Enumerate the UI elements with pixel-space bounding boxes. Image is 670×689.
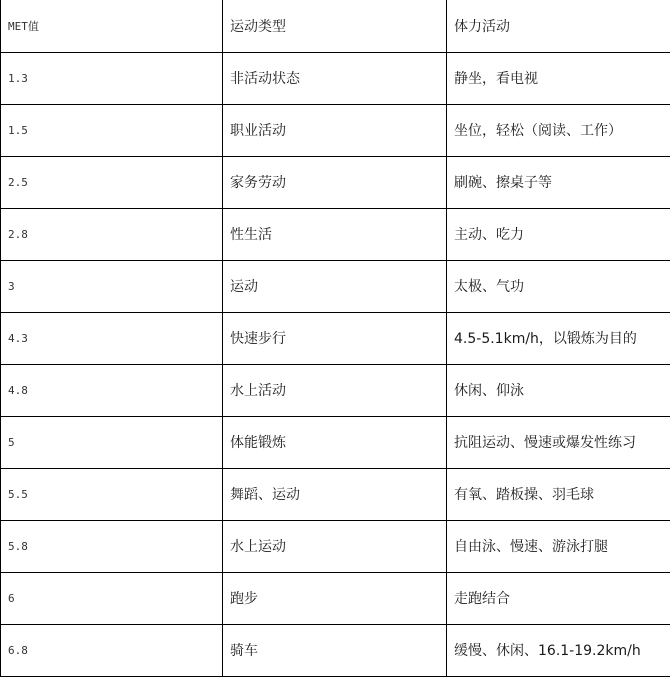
met-value: 5 — [8, 436, 15, 449]
cell-activity: 坐位，轻松（阅读、工作） — [447, 104, 670, 156]
cell-type: 家务劳动 — [223, 156, 447, 208]
cell-type: 非活动状态 — [223, 52, 447, 104]
cell-met — [1, 312, 223, 364]
cell-met — [1, 208, 223, 260]
met-value: 4.8 — [8, 384, 28, 397]
cell-type: 跑步 — [223, 572, 447, 624]
cell-activity: 4.5-5.1km/h，以锻炼为目的 — [447, 312, 670, 364]
cell-type: 骑车 — [223, 624, 447, 676]
cell-activity: 抗阻运动、慢速或爆发性练习 — [447, 416, 670, 468]
cell-type: 水上运动 — [223, 520, 447, 572]
header-type: 运动类型 — [223, 0, 447, 52]
met-value: 2.5 — [8, 176, 28, 189]
cell-type: 职业活动 — [223, 104, 447, 156]
cell-met — [1, 364, 223, 416]
cell-type: 快速步行 — [223, 312, 447, 364]
met-value: 6 — [8, 592, 15, 605]
cell-activity: 有氧、踏板操、羽毛球 — [447, 468, 670, 520]
cell-activity: 刷碗、擦桌子等 — [447, 156, 670, 208]
cell-activity: 休闲、仰泳 — [447, 364, 670, 416]
table-row — [1, 364, 670, 416]
cell-met — [1, 156, 223, 208]
cell-met — [1, 624, 223, 676]
table-row — [1, 624, 670, 676]
met-value: 6.8 — [8, 644, 28, 657]
header-met — [1, 0, 223, 52]
cell-activity: 主动、吃力 — [447, 208, 670, 260]
cell-met — [1, 52, 223, 104]
cell-type: 水上活动 — [223, 364, 447, 416]
met-value: 5.8 — [8, 540, 28, 553]
table-row — [1, 416, 670, 468]
table-row — [1, 156, 670, 208]
cell-activity: 静坐，看电视 — [447, 52, 670, 104]
table-row — [1, 312, 670, 364]
cell-type: 性生活 — [223, 208, 447, 260]
cell-met — [1, 572, 223, 624]
met-value: 2.8 — [8, 228, 28, 241]
cell-activity: 自由泳、慢速、游泳打腿 — [447, 520, 670, 572]
table-header-row — [1, 0, 670, 52]
table-row — [1, 260, 670, 312]
met-value: 1.5 — [8, 124, 28, 137]
cell-type: 运动 — [223, 260, 447, 312]
cell-activity: 缓慢、休闲、16.1-19.2km/h — [447, 624, 670, 676]
table-row — [1, 468, 670, 520]
met-value: 5.5 — [8, 488, 28, 501]
met-value: 1.3 — [8, 72, 28, 85]
table-row — [1, 104, 670, 156]
table-row — [1, 52, 670, 104]
met-value: 3 — [8, 280, 15, 293]
cell-activity: 走跑结合 — [447, 572, 670, 624]
cell-type: 体能锻炼 — [223, 416, 447, 468]
cell-met — [1, 260, 223, 312]
table-row — [1, 572, 670, 624]
header-activity: 体力活动 — [447, 0, 670, 52]
cell-met — [1, 104, 223, 156]
cell-met — [1, 416, 223, 468]
table-row — [1, 520, 670, 572]
met-value: 4.3 — [8, 332, 28, 345]
cell-type: 舞蹈、运动 — [223, 468, 447, 520]
header-met-label: MET值 — [8, 19, 39, 33]
table-row — [1, 208, 670, 260]
cell-met — [1, 520, 223, 572]
cell-activity: 太极、气功 — [447, 260, 670, 312]
cell-met — [1, 468, 223, 520]
